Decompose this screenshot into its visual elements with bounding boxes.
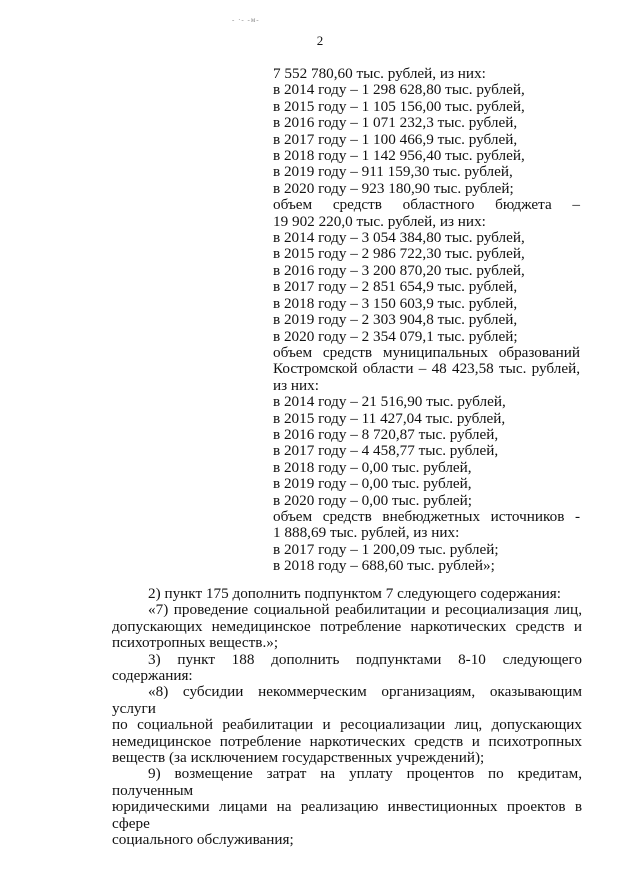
municipal-year-line: в 2020 году – 0,00 тыс. рублей;: [273, 491, 473, 509]
subitem9-line: социального обслуживания;: [112, 831, 294, 849]
municipal-year-line: в 2019 году – 0,00 тыс. рублей,: [273, 475, 472, 493]
subitem9-line: юридическими лицами на реализацию инвестиционных проектов в сфере: [112, 798, 582, 832]
item2-text-line: «7) проведение социальной реабилитации и ресоциализация лиц,: [148, 601, 582, 619]
extrabudgetary-year-line: в 2017 году – 1 200,09 тыс. рублей;: [273, 540, 499, 558]
regional-year-line: в 2019 году – 2 303 904,8 тыс. рублей,: [273, 311, 518, 329]
item3-intro: 3) пункт 188 дополнить подпунктами 8-10 следующего: [148, 650, 582, 668]
subitem8-line: по социальной реабилитации и ресоциализации лиц, допускающих: [112, 716, 582, 734]
municipal-year-line: в 2014 году – 21 516,90 тыс. рублей,: [273, 393, 506, 411]
item2-intro: 2) пункт 175 дополнить подпунктом 7 следующего содержания:: [148, 585, 561, 602]
municipal-year-line: в 2018 году – 0,00 тыс. рублей,: [273, 458, 472, 476]
municipal-year-line: в 2017 году – 4 458,77 тыс. рублей,: [273, 442, 499, 460]
federal-year-line: в 2014 году – 1 298 628,80 тыс. рублей,: [273, 81, 525, 99]
regional-year-line: в 2014 году – 3 054 384,80 тыс. рублей,: [273, 229, 525, 247]
municipal-total-line: из них:: [273, 376, 319, 394]
regional-total-line: 19 902 220,0 тыс. рублей, из них:: [273, 212, 486, 230]
regional-year-line: в 2020 году – 2 354 079,1 тыс. рублей;: [273, 327, 518, 345]
municipal-year-line: в 2016 году – 8 720,87 тыс. рублей,: [273, 425, 499, 443]
municipal-heading: объем средств муниципальных образований: [273, 343, 580, 361]
federal-year-line: в 2016 году – 1 071 232,3 тыс. рублей,: [273, 114, 518, 132]
federal-year-line: в 2017 году – 1 100 466,9 тыс. рублей,: [273, 130, 518, 148]
item3-intro-cont: содержания:: [112, 667, 193, 685]
municipal-heading-cont: Костромской области – 48 423,58 тыс. рублей,: [273, 360, 580, 378]
amendments-block: [112, 586, 582, 849]
item2-text-line: допускающих немедицинское потребление наркотических средств и: [112, 617, 582, 635]
federal-year-line: в 2015 году – 1 105 156,00 тыс. рублей,: [273, 97, 525, 115]
regional-heading: объем средств областного бюджета –: [273, 196, 580, 214]
federal-year-line: в 2019 году – 911 159,30 тыс. рублей,: [273, 163, 513, 181]
regional-year-line: в 2015 году – 2 986 722,30 тыс. рублей,: [273, 245, 525, 263]
regional-year-line: в 2017 году – 2 851 654,9 тыс. рублей,: [273, 278, 518, 296]
regional-year-line: в 2018 году – 3 150 603,9 тыс. рублей,: [273, 294, 518, 312]
extrabudgetary-year-line: в 2018 году – 688,60 тыс. рублей»;: [273, 557, 495, 575]
funding-block: [273, 66, 580, 575]
page-number: 2: [316, 33, 324, 48]
extrabudgetary-heading: объем средств внебюджетных источников -: [273, 507, 580, 525]
subitem8-line: веществ (за исключением государственных учреждений);: [112, 749, 485, 767]
regional-year-line: в 2016 году – 3 200 870,20 тыс. рублей,: [273, 261, 525, 279]
federal-total-line: 7 552 780,60 тыс. рублей, из них:: [273, 65, 486, 82]
federal-year-line: в 2020 году – 923 180,90 тыс. рублей;: [273, 179, 514, 197]
federal-year-line: в 2018 году – 1 142 956,40 тыс. рублей,: [273, 147, 525, 165]
subitem8-line: «8) субсидии некоммерческим организациям, оказывающим услуги: [112, 683, 582, 717]
municipal-year-line: в 2015 году – 11 427,04 тыс. рублей,: [273, 409, 506, 427]
subitem9-line: 9) возмещение затрат на уплату процентов по кредитам, полученным: [112, 765, 582, 799]
extrabudgetary-total-line: 1 888,69 тыс. рублей, из них:: [273, 524, 460, 542]
item2-text-line: психотропных веществ.»;: [112, 634, 279, 652]
subitem8-line: немедицинское потребление наркотических средств и психотропных: [112, 732, 582, 750]
scan-artifact: - ·- -м-: [232, 16, 260, 24]
